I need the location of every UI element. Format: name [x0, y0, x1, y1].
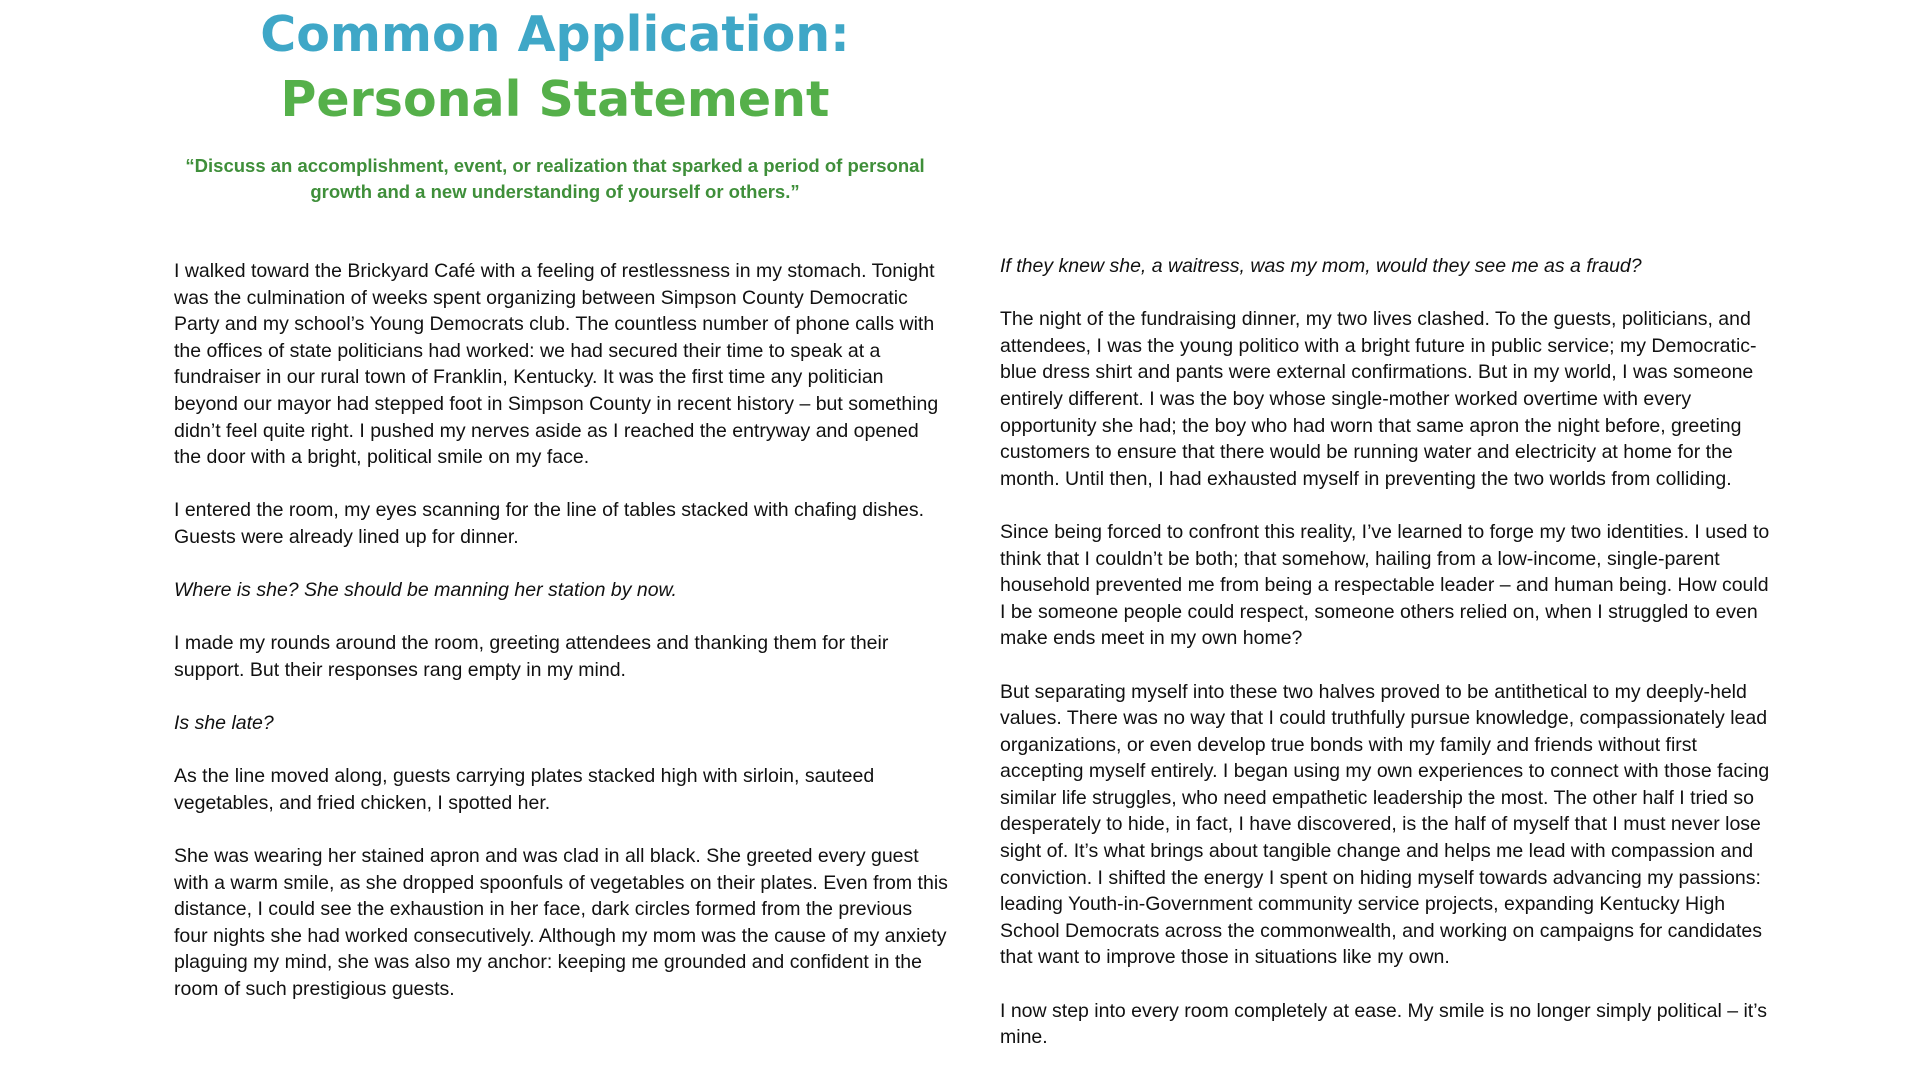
paragraph: As the line moved along, guests carrying plates stacked high with sirloin, sauteed vegetables, and fried chicken, I spotted her. [174, 765, 875, 814]
paragraph: Since being forced to confront this reality, I’ve learned to forge my two identities. I used to think that I couldn’t be both; that somehow, hailing from a low-income, single-parent household prevented me from being a respectable leader – and human being. How could I be someone people could respect, someone others relied on, when I struggled to even make ends meet in my own home? [1000, 520, 1770, 650]
paragraph: But separating myself into these two halves proved to be antithetical to my deeply-held values. There was no way that I could truthfully pursue knowledge, compassionately lead organizations, or even develop true bonds with my family and friends without first accepting myself entirely. I began using my own experiences to connect with those facing similar life struggles, who need empathetic leadership the most. The other half I tried so desperately to hide, in fact, I have discovered, is the half of myself that I must never lose sight of. It’s what brings about tangible change and helps me lead with compassion and conviction. I shifted the energy I spent on hiding myself towards advancing my passions: leading Youth-in-Government community service projects, expanding Kentucky High School Democrats across the commonwealth, and working on campaigns for candidates that want to improve those in situations like my own. [1000, 680, 1770, 969]
italic-thought: If they knew she, a waitress, was my mom, would they see me as a fraud? [1000, 255, 1642, 277]
paragraph: The night of the fundraising dinner, my two lives clashed. To the guests, politicians, and attendees, I was the young politico with a bright future in public service; my Democratic-blue dress shirt and pants were external confirmations. But in my world, I was someone entirely different. I was the boy whose single-mother worked overtime with every opportunity she had; the boy who had worn that same apron the night before, greeting customers to ensure that there would be running water and electricity at home for the month. Until then, I had exhausted myself in preventing the two worlds from colliding. [1000, 308, 1757, 490]
italic-thought: Where is she? She should be manning her station by now. [174, 579, 677, 602]
paragraph: I entered the room, my eyes scanning for the line of tables stacked with chafing dishes. Guests were already lined up for dinner. [174, 499, 925, 548]
page-title [170, 2, 940, 132]
essay-column-left [174, 258, 949, 1029]
title-part-2: Personal Statement [280, 71, 830, 128]
italic-thought: Is she late? [174, 712, 274, 735]
essay-column-right [1000, 253, 1775, 1077]
paragraph: I made my rounds around the room, greeting attendees and thanking them for their support. But their responses rang empty in my mind. [174, 632, 889, 681]
paragraph: She was wearing her stained apron and was clad in all black. She greeted every guest with a warm smile, as she dropped spoonfuls of vegetables on their plates. Even from this distance, I could see the exhaustion in her face, dark circles formed from the previous four nights she had worked consecutively. Although my mom was the cause of my anxiety plaguing my mind, she was also my anchor: keeping me grounded and confident in the room of such prestigious guests. [174, 845, 948, 1001]
title-part-1: Common Application: [260, 6, 850, 63]
paragraph: I walked toward the Brickyard Café with a feeling of restlessness in my stomach. Tonight was the culmination of weeks spent organizing between Simpson County Democratic Party and my school’s Young Democrats club. The countless number of phone calls with the offices of state politicians had worked: we had secured their time to speak at a fundraiser in our rural town of Franklin, Kentucky. It was the first time any politician beyond our mayor had stepped foot in Simpson County in recent history – but something didn’t feel quite right. I pushed my nerves aside as I reached the entryway and opened the door with a bright, political smile on my face. [174, 260, 939, 469]
essay-prompt: “Discuss an accomplishment, event, or realization that sparked a period of personal growth and a new understanding of yourself or others.” [185, 155, 925, 202]
paragraph: I now step into every room completely at ease. My smile is no longer simply political – it’s mine. [1000, 999, 1767, 1049]
